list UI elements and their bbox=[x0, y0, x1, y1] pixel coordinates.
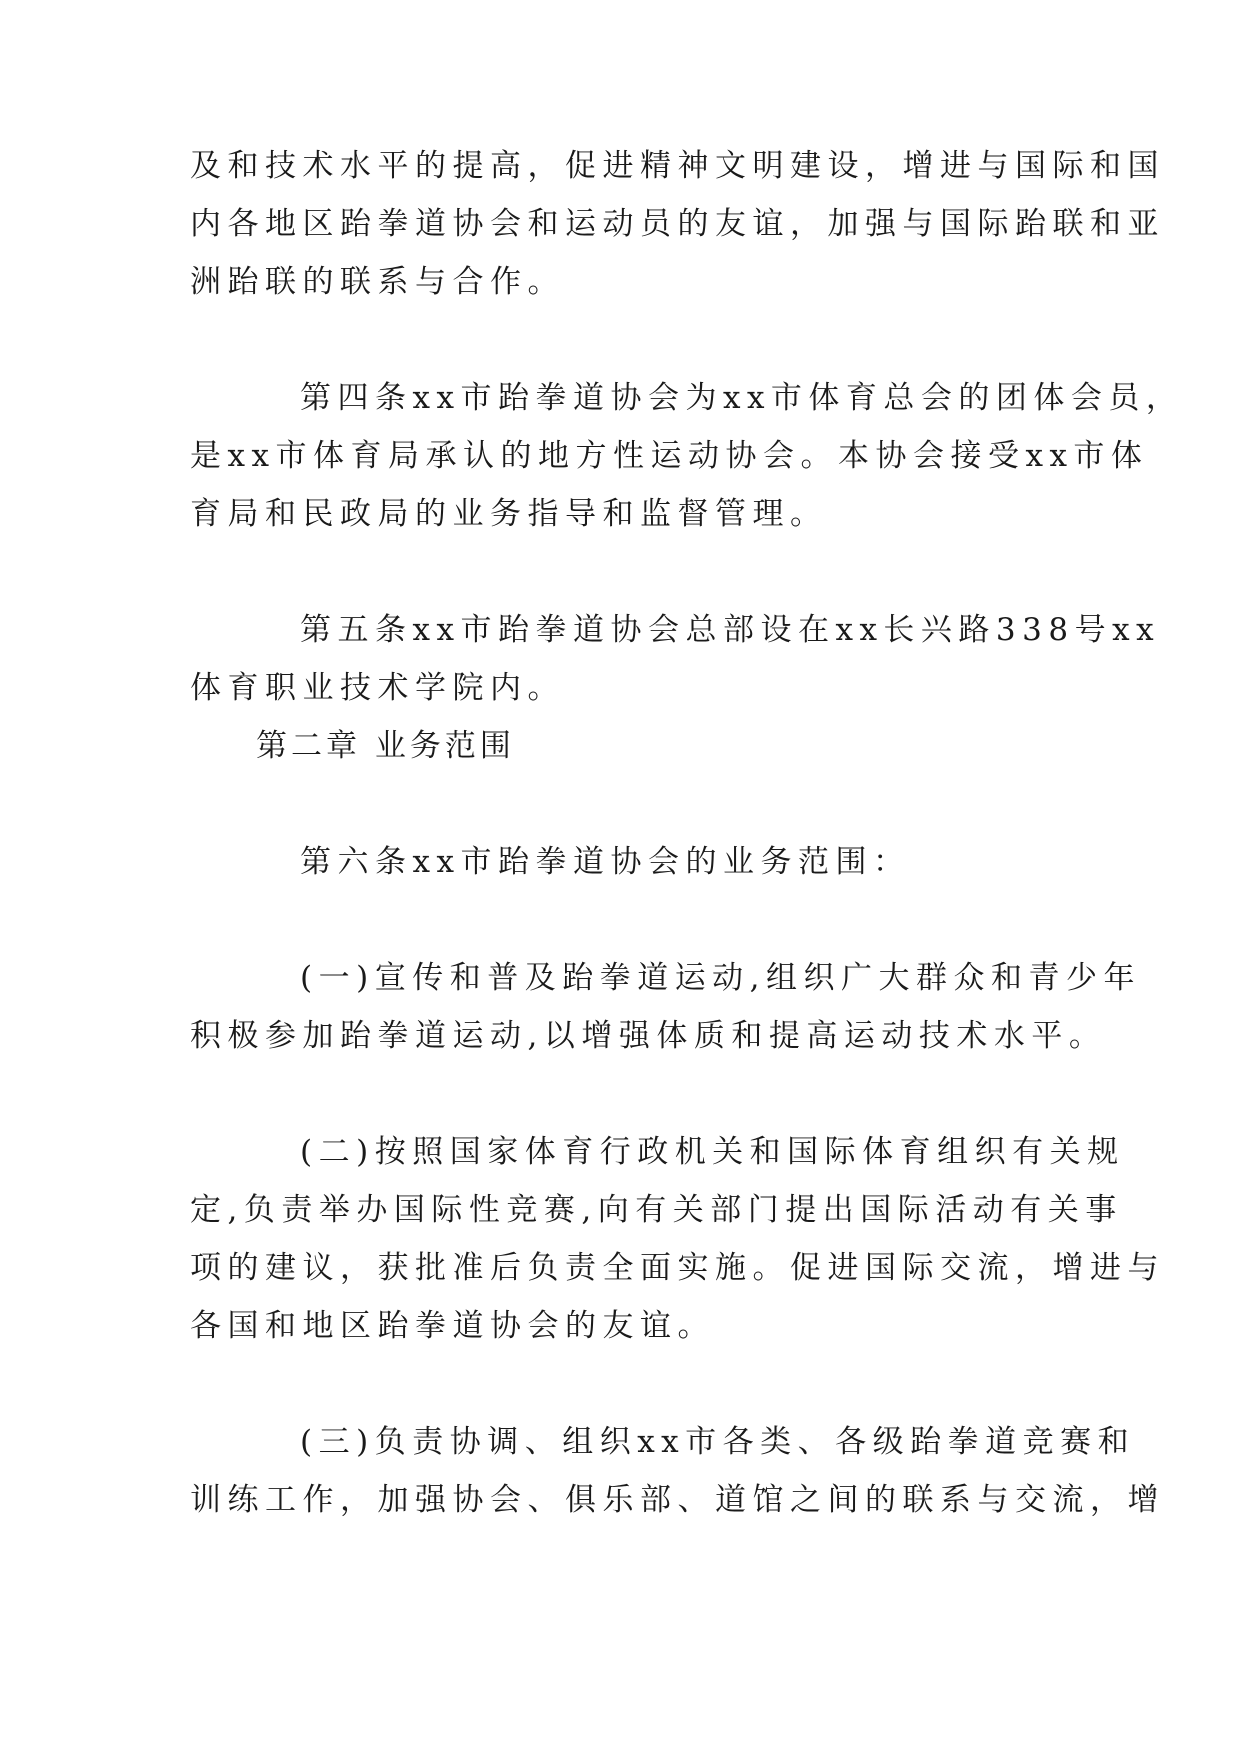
article-5-first-line: 第五条xx市跆拳道协会总部设在xx长兴路338号xx bbox=[300, 612, 1161, 648]
article-4-first-line: 第四条xx市跆拳道协会为xx市体育总会的团体会员， bbox=[300, 380, 1184, 416]
chapter-heading: 第二章 业务范围 bbox=[256, 728, 515, 764]
text-line: 洲跆联的联系与合作。 bbox=[190, 264, 565, 300]
text-line: 是xx市体育局承认的地方性运动协会。本协会接受xx市体 bbox=[190, 438, 1149, 474]
item-3-first-line: (三)负责协调、组织xx市各类、各级跆拳道竞赛和 bbox=[300, 1424, 1136, 1460]
item-2-first-line: (二)按照国家体育行政机关和国际体育组织有关规 bbox=[300, 1134, 1125, 1170]
text-line: 训练工作，加强协会、俱乐部、道馆之间的联系与交流，增 bbox=[190, 1482, 1165, 1518]
text-line: 体育职业技术学院内。 bbox=[190, 670, 565, 706]
text-line: 内各地区跆拳道协会和运动员的友谊，加强与国际跆联和亚 bbox=[190, 206, 1165, 242]
text-line: 及和技术水平的提高，促进精神文明建设，增进与国际和国 bbox=[190, 148, 1165, 184]
text-line: 定,负责举办国际性竞赛,向有关部门提出国际活动有关事 bbox=[190, 1192, 1123, 1228]
item-1-first-line: (一)宣传和普及跆拳道运动,组织广大群众和青少年 bbox=[300, 960, 1142, 996]
text-line: 各国和地区跆拳道协会的友谊。 bbox=[190, 1308, 715, 1344]
article-6-first-line: 第六条xx市跆拳道协会的业务范围： bbox=[300, 844, 911, 880]
text-line: 积极参加跆拳道运动,以增强体质和提高运动技术水平。 bbox=[190, 1018, 1107, 1054]
text-line: 项的建议，获批准后负责全面实施。促进国际交流，增进与 bbox=[190, 1250, 1165, 1286]
text-line: 育局和民政局的业务指导和监督管理。 bbox=[190, 496, 828, 532]
